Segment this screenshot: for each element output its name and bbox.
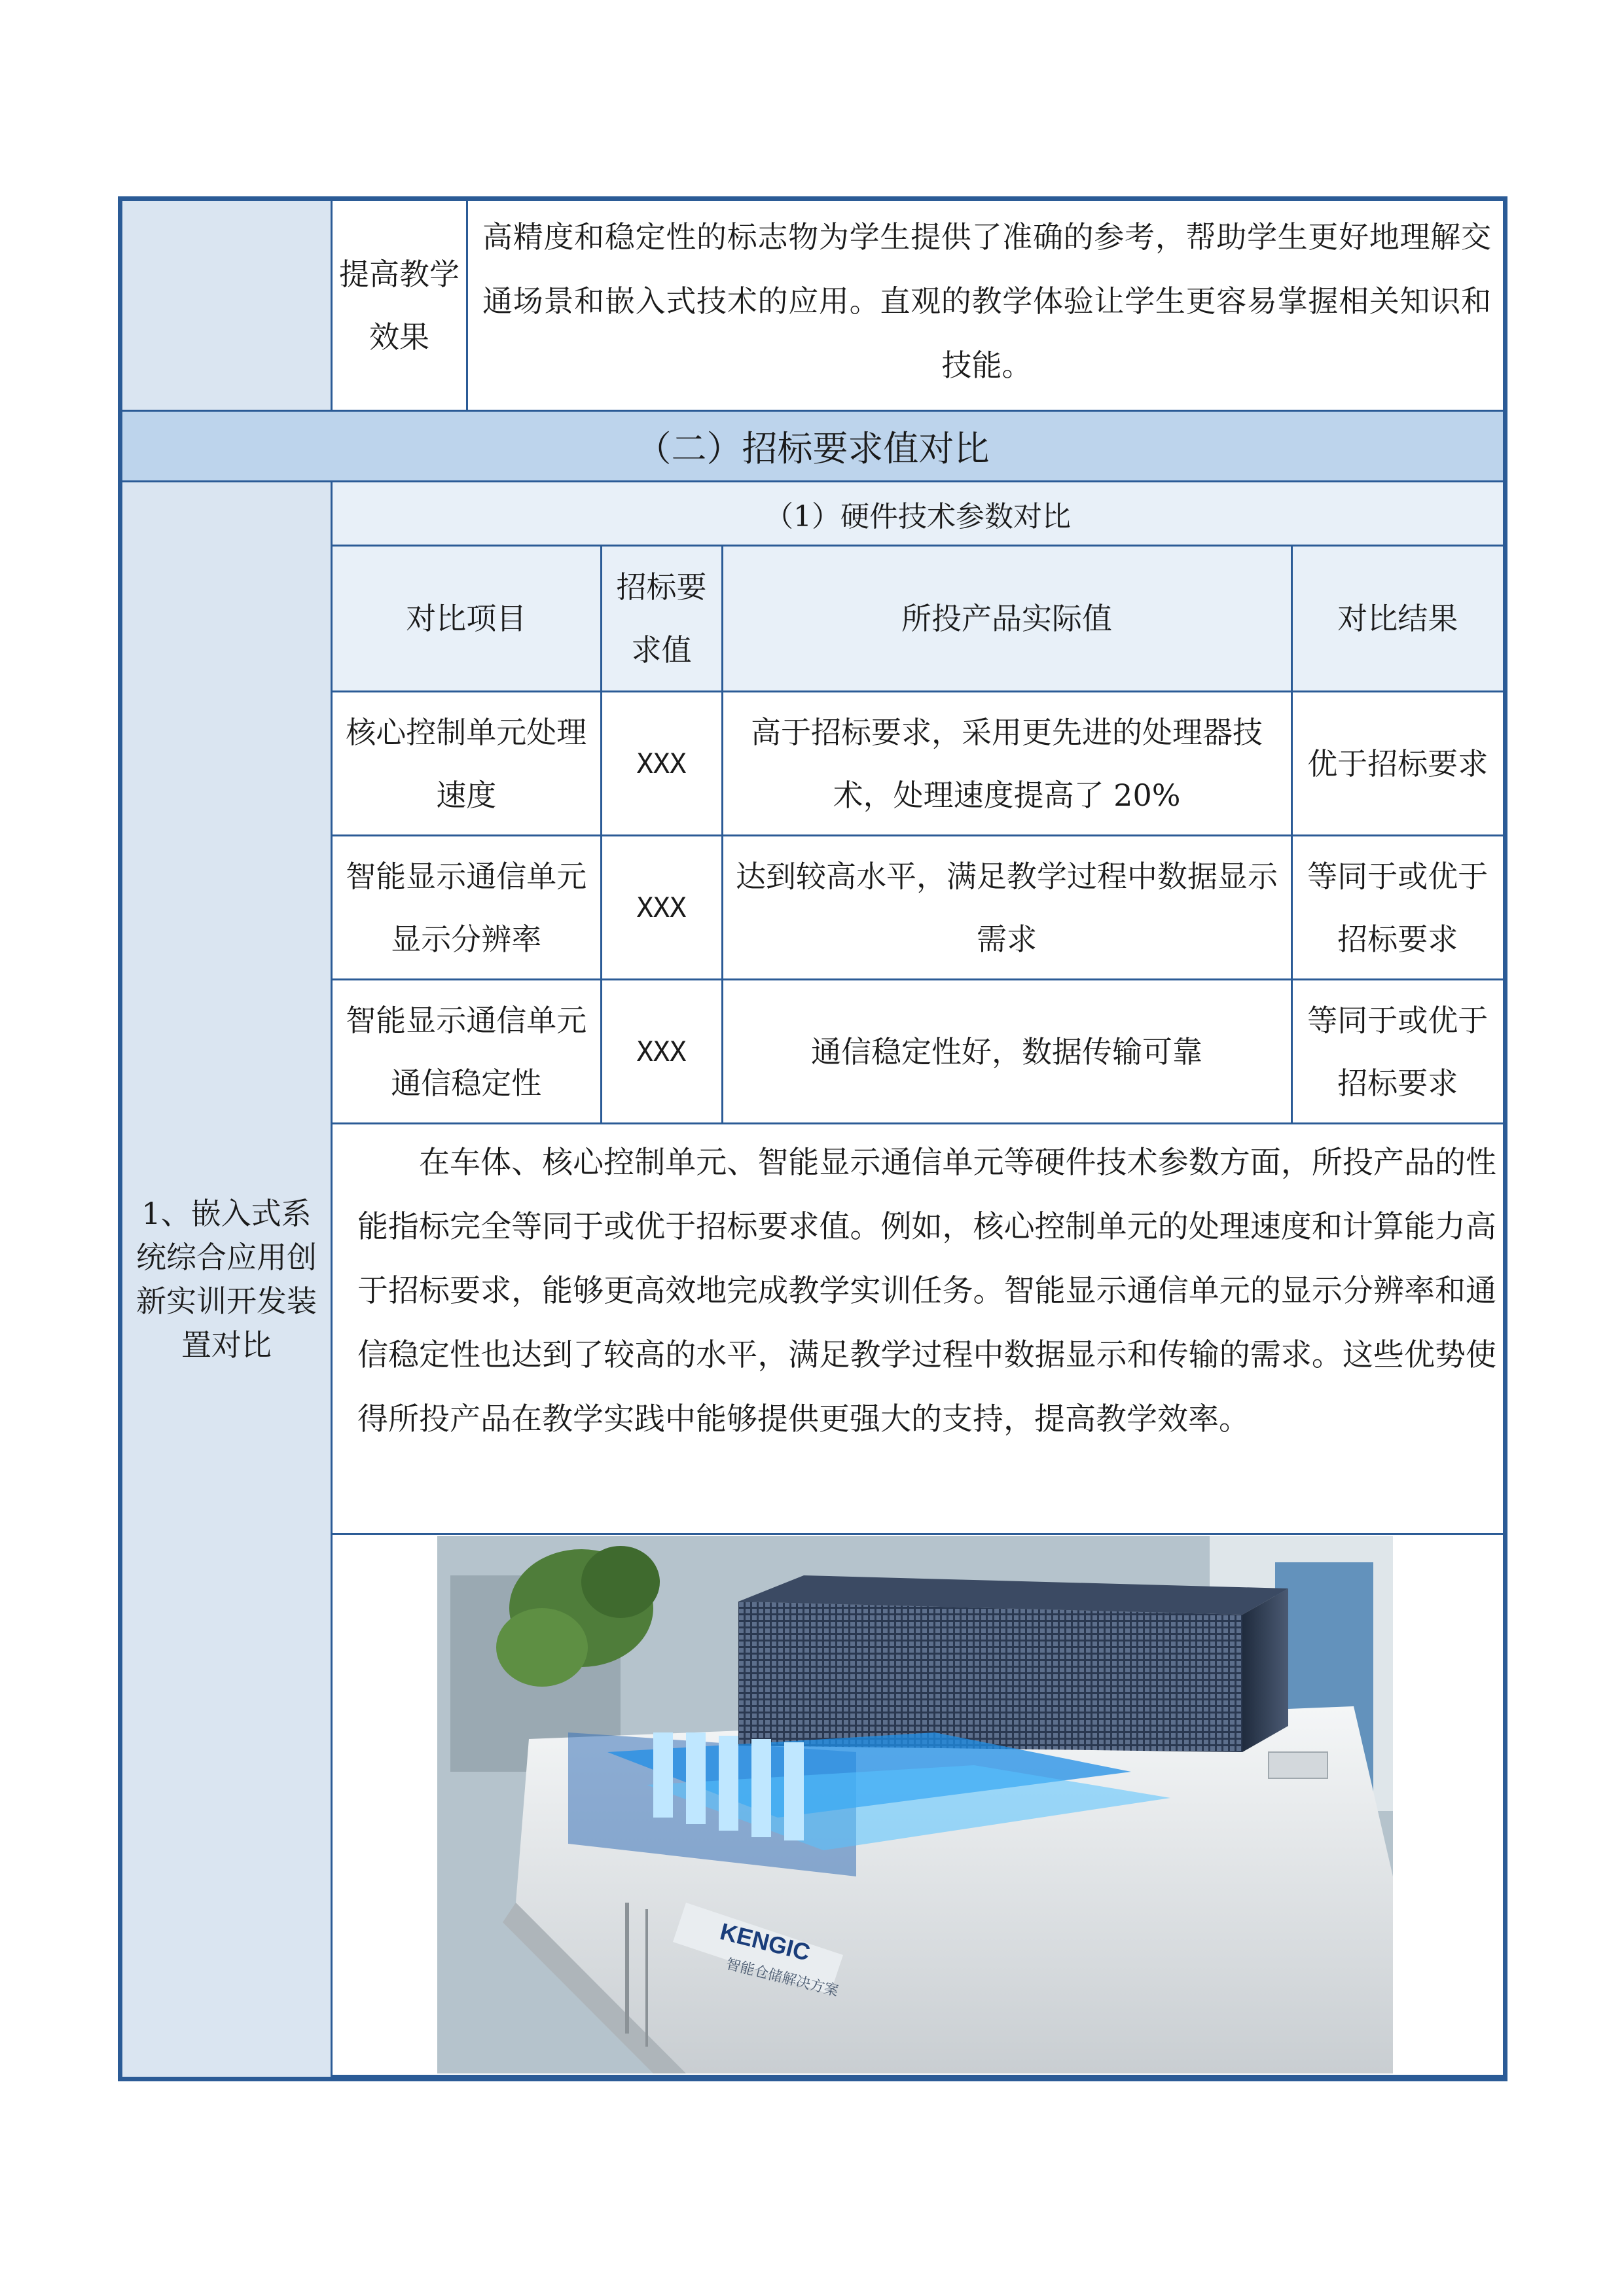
header-item: 对比项目 xyxy=(333,546,601,692)
section-title: （二）招标要求值对比 xyxy=(120,411,1506,482)
hardware-summary: 在车体、核心控制单元、智能显示通信单元等硬件技术参数方面，所投产品的性能指标完全等同于或优于招标要求值。例如，核心控制单元的处理速度和计算能力高于招标要求，能够更高效地完成教学实训任务。智能显示通信单元的显示分辨率和通信稳定性也达到了较高的水平，满足教学过程中数据显示和传输的需求。这些优势使得所投产品在教学实践中能够提供更强大的支持，提高教学效率。 xyxy=(333,1124,1503,1534)
table-header-row xyxy=(333,546,1503,692)
effect-row xyxy=(120,199,1506,411)
row-item: 智能显示通信单元通信稳定性 xyxy=(333,980,601,1124)
header-requirement: 招标要求值 xyxy=(601,546,722,692)
row-actual-value: 高于招标要求，采用更先进的处理器技术，处理速度提高了 20% xyxy=(722,692,1291,836)
row-requirement: XXX xyxy=(601,980,722,1124)
effect-label: 提高教学效果 xyxy=(332,199,467,411)
section-header-row xyxy=(120,411,1506,482)
brand-caption-text: 智能仓储解决方案 xyxy=(724,1956,840,2000)
device-comparison-label: 1、嵌入式系统综合应用创新实训开发装置对比 xyxy=(120,482,332,2079)
header-result: 对比结果 xyxy=(1291,546,1503,692)
row-requirement: XXX xyxy=(601,836,722,980)
comparison-content xyxy=(332,482,1506,2079)
brand-logo-text: KENGIC xyxy=(717,1917,813,1966)
row-result: 优于招标要求 xyxy=(1291,692,1503,836)
row-result: 等同于或优于招标要求 xyxy=(1291,980,1503,1124)
product-photo xyxy=(437,1536,1393,2073)
hardware-subtitle: （1）硬件技术参数对比 xyxy=(333,482,1503,546)
row-actual-value: 达到较高水平，满足教学过程中数据显示需求 xyxy=(722,836,1291,980)
row-requirement: XXX xyxy=(601,692,722,836)
row-result: 等同于或优于招标要求 xyxy=(1291,836,1503,980)
table-row xyxy=(333,692,1503,836)
comparison-row xyxy=(120,482,1506,2079)
document-table xyxy=(118,196,1507,2081)
table-row xyxy=(333,980,1503,1124)
warehouse-model-image xyxy=(437,1536,1393,2073)
product-photo-cell xyxy=(333,1534,1503,2076)
empty-side-cell xyxy=(120,199,332,411)
row-item: 智能显示通信单元显示分辨率 xyxy=(333,836,601,980)
table-row xyxy=(333,836,1503,980)
effect-text: 高精度和稳定性的标志物为学生提供了准确的参考，帮助学生更好地理解交通场景和嵌入式技术的应用。直观的教学体验让学生更容易掌握相关知识和技能。 xyxy=(467,199,1506,411)
row-actual-value: 通信稳定性好，数据传输可靠 xyxy=(722,980,1291,1124)
header-actual-value: 所投产品实际值 xyxy=(722,546,1291,692)
hardware-comparison-table xyxy=(333,482,1503,2077)
row-item: 核心控制单元处理速度 xyxy=(333,692,601,836)
